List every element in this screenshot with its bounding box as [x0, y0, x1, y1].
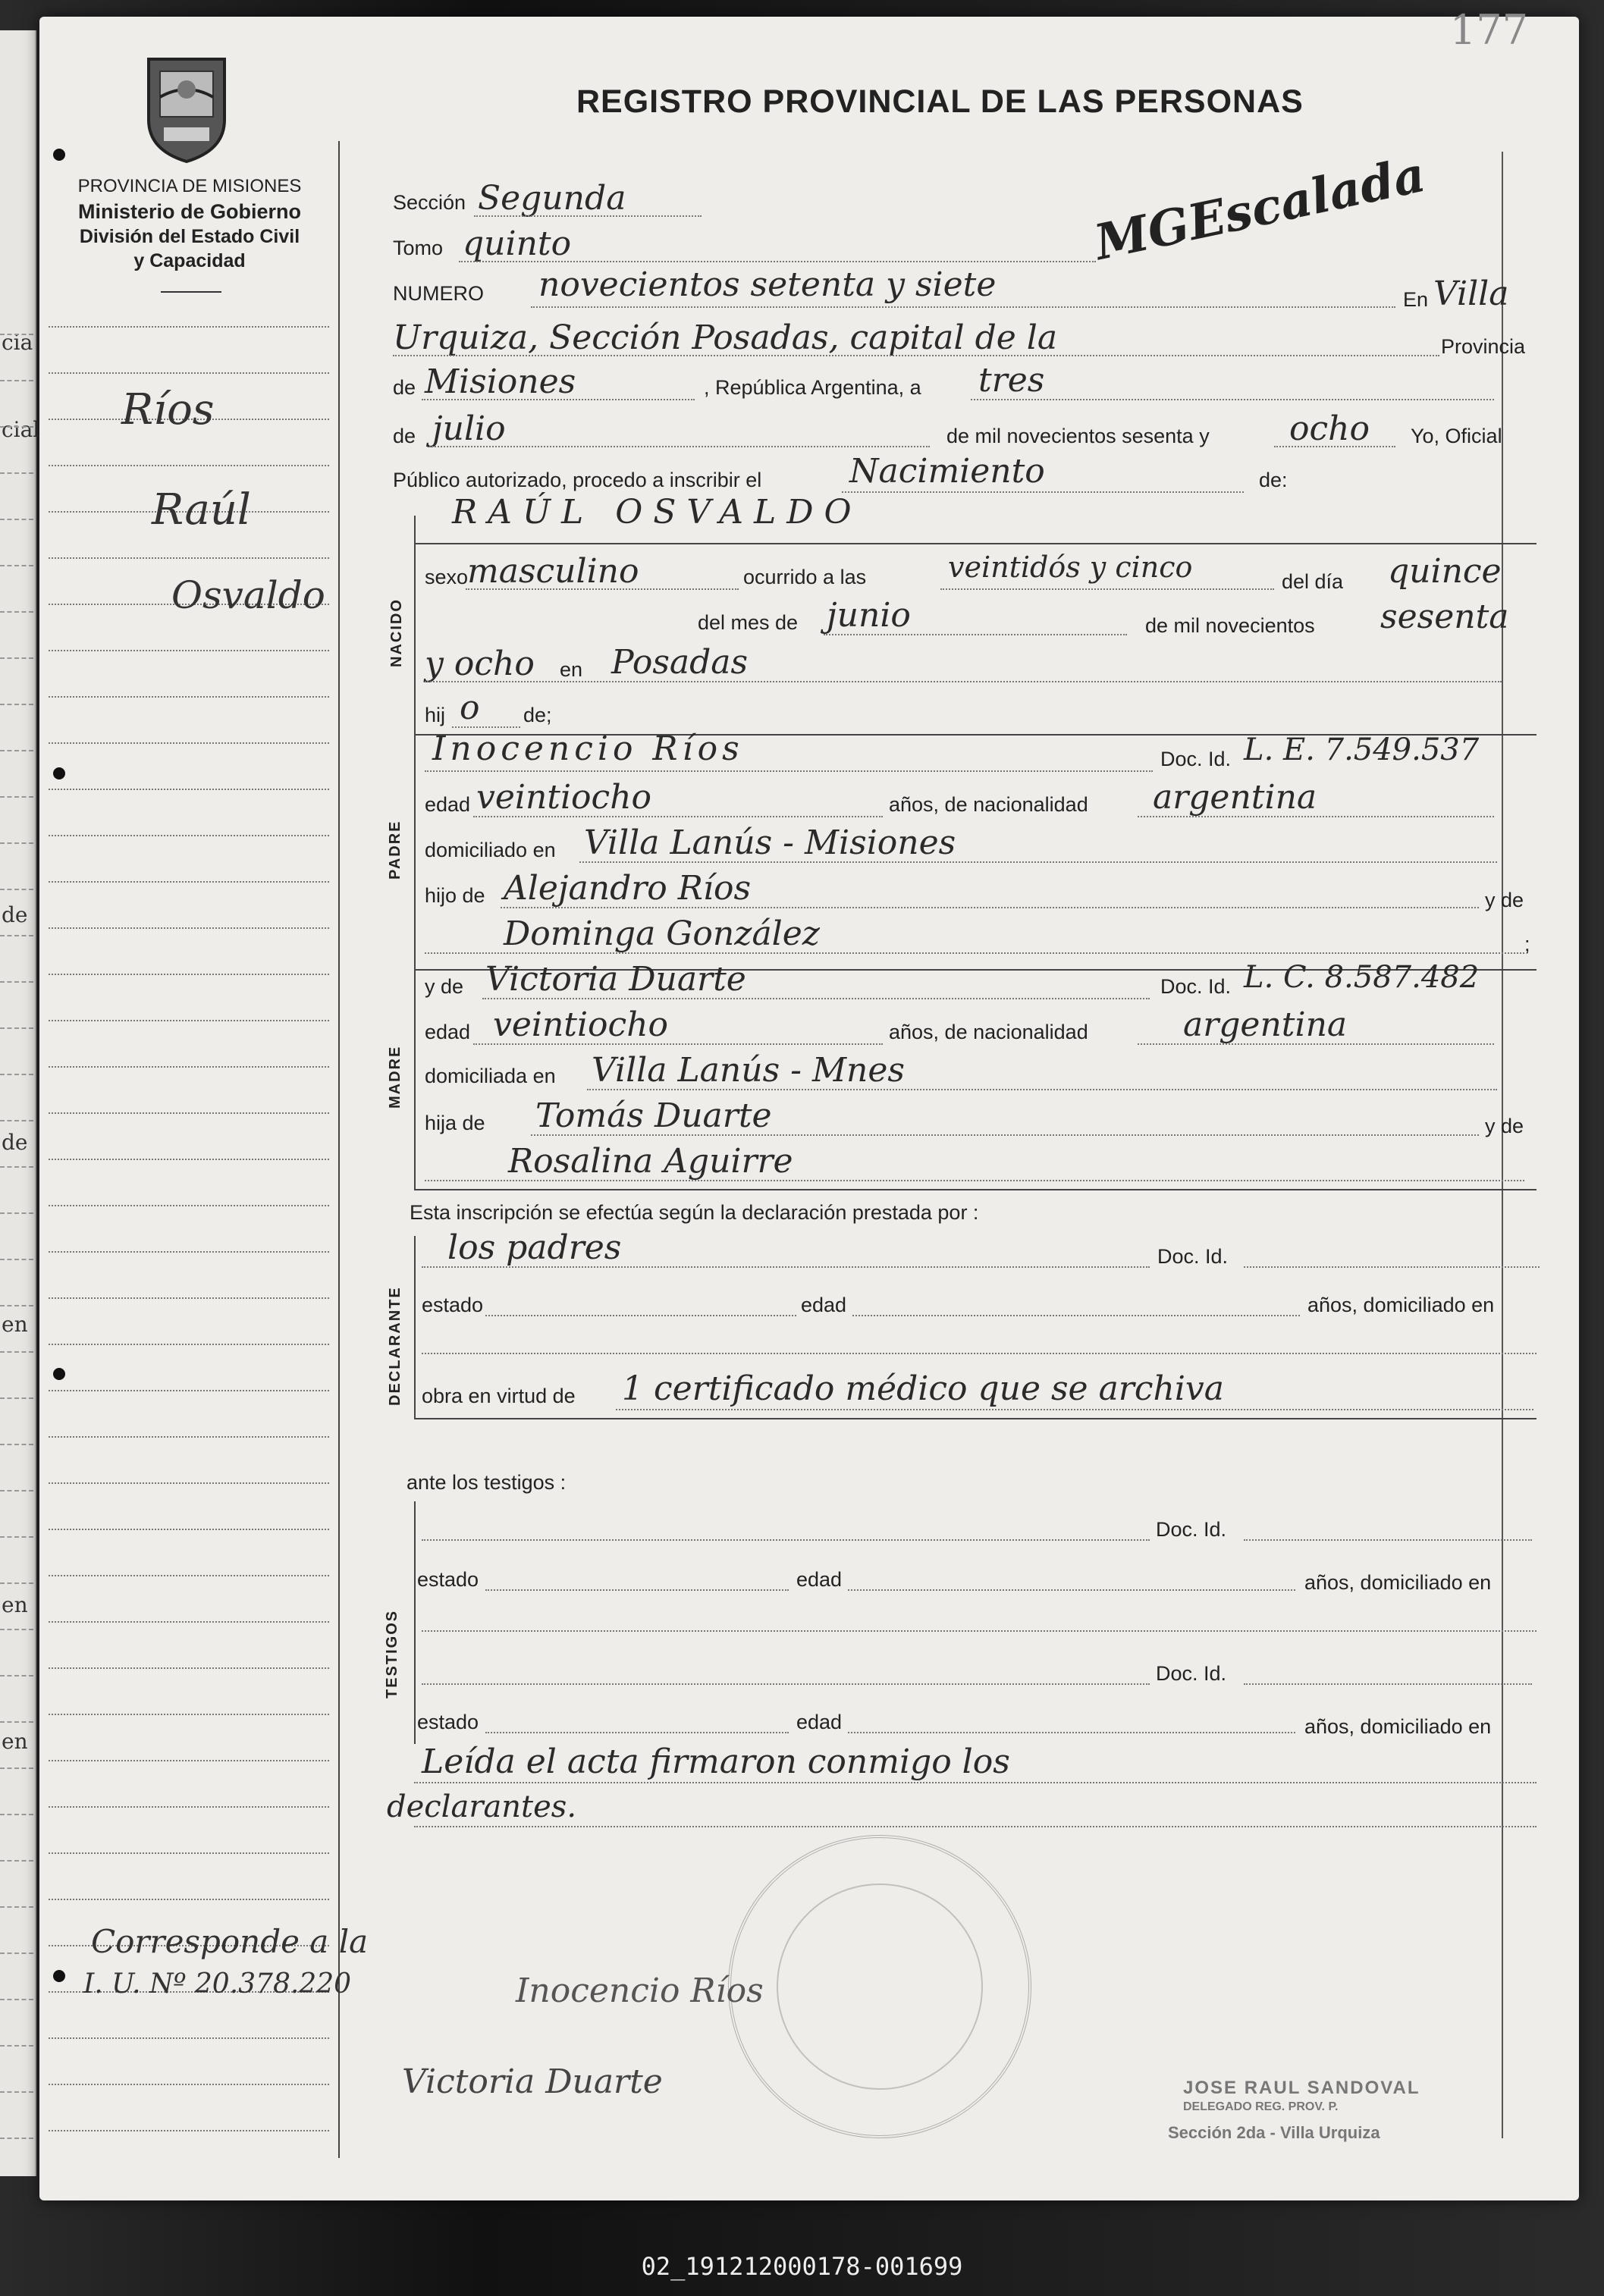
mother-name-line — [482, 998, 1150, 999]
prev-page-fragment: en — [2, 1729, 28, 1754]
folio-number: 177 — [1449, 6, 1528, 54]
margin-rule-line — [49, 2084, 329, 2085]
margin-rule-line — [49, 1575, 329, 1576]
margin-rule-line — [49, 1667, 329, 1669]
declarante-dom-label: años, domiciliado en — [1307, 1294, 1495, 1316]
testigos-intro: ante los testigos : — [406, 1471, 567, 1494]
hora-line — [940, 588, 1274, 590]
tomo-label: Tomo — [393, 237, 444, 259]
margin-rule-line — [49, 2037, 329, 2039]
padre-section-label: PADRE — [387, 820, 403, 880]
logo-line-province: PROVINCIA DE MISIONES — [77, 176, 302, 196]
prev-page-rule — [0, 1582, 33, 1584]
testigo2-doc-label: Doc. Id. — [1156, 1662, 1227, 1685]
prev-page-fragment: de — [2, 1130, 28, 1155]
obra-line — [616, 1409, 1533, 1410]
mother-father-name: Tomás Duarte — [535, 1096, 772, 1135]
mother-edad-line — [473, 1043, 883, 1045]
provincia-label: Provincia — [1441, 335, 1526, 358]
sexo-label: sexo — [425, 566, 469, 588]
prev-page-rule — [0, 1675, 33, 1677]
margin-rule-line — [49, 1159, 329, 1160]
margin-note-line2: I. U. Nº 20.378.220 — [83, 1968, 352, 2000]
anio-nacimiento-value: sesenta — [1380, 598, 1509, 636]
father-hijode-label: hijo de — [425, 884, 485, 907]
tomo-value: quinto — [463, 224, 572, 263]
prev-page-rule — [0, 2138, 33, 2139]
margin-rule-line — [49, 1112, 329, 1114]
mother-father-line — [531, 1134, 1479, 1136]
father-doc-label: Doc. Id. — [1160, 748, 1232, 770]
closing-line2: declarantes. — [387, 1789, 577, 1824]
margin-rule-line — [49, 465, 329, 466]
father-dom-value: Villa Lanús - Misiones — [584, 823, 956, 862]
prev-page-rule — [0, 565, 33, 566]
prev-page-rule — [0, 1027, 33, 1029]
numero-label: NUMERO — [393, 282, 484, 305]
mes-nacimiento-value: junio — [827, 596, 911, 635]
prev-page-rule — [0, 1397, 33, 1399]
margin-rule-line — [49, 650, 329, 651]
logo-line-capacity: y Capacidad — [133, 250, 246, 271]
prev-page-rule — [0, 1629, 33, 1630]
testigo1-estado-line — [485, 1589, 789, 1591]
prev-page-fragment: cial — [2, 417, 40, 442]
prev-page-rule — [0, 1999, 33, 2000]
hijo-value: o — [460, 688, 480, 727]
margin-rule-line — [49, 789, 329, 790]
deldia-label: del día — [1282, 570, 1344, 593]
margin-rule-line — [49, 696, 329, 698]
margin-rule-line — [49, 1020, 329, 1021]
mother-doc-label: Doc. Id. — [1160, 975, 1232, 998]
father-father-line — [501, 907, 1479, 908]
padre-divider — [414, 734, 416, 969]
binding-hole — [53, 1368, 65, 1380]
mother-dom-line — [587, 1089, 1497, 1090]
margin-note-line1: Corresponde a la — [91, 1923, 369, 1960]
provincia-value: Misiones — [425, 362, 576, 401]
margin-rule-line — [49, 881, 329, 883]
father-nac-value: argentina — [1153, 778, 1317, 817]
father-dom-line — [579, 861, 1497, 863]
dia-line — [971, 399, 1494, 400]
mother-yde-label: y de — [1485, 1115, 1524, 1137]
seccion-value: Segunda — [478, 179, 626, 218]
prev-page-rule — [0, 1490, 33, 1491]
ocurrido-label: ocurrido a las — [743, 566, 867, 588]
dia-nacimiento-value: quince — [1388, 552, 1502, 591]
previous-page-edge — [0, 30, 40, 2176]
mes-nacimiento-line — [824, 634, 1127, 635]
provincia-line — [422, 399, 695, 400]
anio-value: ocho — [1289, 409, 1370, 448]
declarante-edad-line — [852, 1315, 1300, 1316]
testigo2-estado-line — [485, 1732, 789, 1733]
prev-page-rule — [0, 796, 33, 798]
father-edad-label: edad — [425, 793, 471, 816]
nacido-section-label: NACIDO — [388, 598, 405, 667]
stamp-office: Sección 2da - Villa Urquiza — [1168, 2123, 1380, 2142]
stamp-officer-title: DELEGADO REG. PROV. P. — [1183, 2100, 1339, 2113]
testigos-divider — [414, 1501, 416, 1744]
hijo-line — [452, 726, 520, 728]
binding-hole — [53, 149, 65, 161]
locality-line — [393, 355, 1439, 356]
testigo1-estado-label: estado — [417, 1568, 479, 1591]
prev-page-rule — [0, 2045, 33, 2047]
mother-nac-line — [1138, 1043, 1494, 1045]
margin-rule-line — [49, 1621, 329, 1623]
margin-rule-line — [49, 742, 329, 744]
declarante-edad-label: edad — [801, 1294, 847, 1316]
mother-dom-value: Villa Lanús - Mnes — [592, 1051, 905, 1090]
declarante-dom-line — [422, 1353, 1537, 1354]
officer-signature: MGEscalada — [1090, 146, 1430, 272]
publico-label: Público autorizado, procedo a inscribir el — [393, 469, 762, 491]
logo-line-division: División del Estado Civil — [79, 226, 300, 247]
seccion-line — [474, 215, 702, 217]
father-dom-label: domiciliado en — [425, 839, 556, 861]
margin-rule-line — [49, 326, 329, 328]
margin-rule-line — [49, 1482, 329, 1484]
prev-page-rule — [0, 704, 33, 705]
declarante-doc-line — [1244, 1266, 1540, 1268]
mother-dom-label: domiciliada en — [425, 1065, 556, 1087]
hijo-label: hij — [425, 704, 446, 726]
prev-page-rule — [0, 1212, 33, 1214]
testigo1-edad-label: edad — [796, 1568, 843, 1591]
declarante-top-rule — [414, 1189, 1537, 1190]
margin-rule-line — [49, 1760, 329, 1761]
margin-first-name: Raúl — [152, 485, 251, 535]
margin-rule-line — [49, 557, 329, 559]
logo-line-ministry: Ministerio de Gobierno — [77, 200, 302, 223]
declarante-name: los padres — [447, 1228, 622, 1267]
lugar-line — [425, 681, 1502, 682]
testigo2-edad-line — [848, 1732, 1295, 1733]
prev-page-rule — [0, 611, 33, 613]
declarante-estado-label: estado — [422, 1294, 484, 1316]
prev-page-rule — [0, 750, 33, 751]
de2-label: de — [393, 425, 416, 447]
mother-edad-value: veintiocho — [493, 1005, 669, 1044]
delmes-label: del mes de — [698, 611, 799, 634]
testigo1-dom-label: años, domiciliado en — [1304, 1571, 1492, 1594]
margin-rule-line — [49, 1436, 329, 1438]
closing-line2-rule — [414, 1826, 1537, 1827]
testigo1-edad-line — [848, 1589, 1295, 1591]
sexo-value: masculino — [467, 552, 639, 591]
testigos-top-rule — [414, 1418, 1537, 1419]
margin-rule-line — [49, 1205, 329, 1206]
lugar-value: Posadas — [611, 643, 749, 682]
margin-rule-line — [49, 1251, 329, 1253]
right-border — [1502, 152, 1503, 2138]
father-semicolon: ; — [1524, 933, 1530, 955]
hijo-de-label: de; — [523, 704, 552, 726]
testigos-section-label: TESTIGOS — [384, 1609, 400, 1698]
mes-value: julio — [432, 409, 506, 448]
prev-page-rule — [0, 935, 33, 936]
sexo-line — [466, 588, 739, 590]
margin-rule-line — [49, 1852, 329, 1854]
mother-mother-line — [425, 1180, 1524, 1181]
testigo1-doc-line — [1244, 1539, 1532, 1541]
margin-surname: Ríos — [121, 385, 215, 434]
en-value: Villa — [1433, 274, 1509, 313]
obra-label: obra en virtud de — [422, 1385, 576, 1407]
father-nac-line — [1138, 816, 1494, 817]
en-label: En — [1403, 288, 1429, 311]
testigo2-dom-label: años, domiciliado en — [1304, 1715, 1492, 1738]
declarante-name-line — [422, 1266, 1150, 1268]
margin-rule-line — [49, 974, 329, 975]
father-edad-line — [473, 816, 883, 817]
madre-section-label: MADRE — [387, 1045, 403, 1109]
father-yde-label: y de — [1485, 889, 1524, 911]
margin-rule-line — [49, 1899, 329, 1900]
prev-page-rule — [0, 1259, 33, 1260]
margin-rule-line — [49, 1297, 329, 1299]
child-name: RAÚL OSVALDO — [452, 493, 862, 532]
madre-yde-label: y de — [425, 975, 464, 998]
yo-oficial-label: Yo, Oficial — [1411, 425, 1502, 447]
margin-rule-line — [49, 1344, 329, 1345]
margin-rule-line — [49, 1806, 329, 1808]
prev-page-rule — [0, 380, 33, 381]
hora-value: veintidós y cinco — [948, 550, 1193, 584]
prev-page-rule — [0, 1721, 33, 1723]
margin-second-name: Osvaldo — [171, 573, 325, 617]
milnov-label: de mil novecientos sesenta y — [946, 425, 1210, 447]
prev-page-rule — [0, 472, 33, 474]
father-doc-value: L. E. 7.549.537 — [1244, 732, 1480, 767]
mes-line — [429, 446, 930, 447]
declarante-doc-label: Doc. Id. — [1157, 1245, 1229, 1268]
prev-page-fragment: de — [2, 902, 28, 927]
binding-hole — [53, 1970, 65, 1982]
de3-label: de: — [1259, 469, 1288, 491]
anio-nacimiento-cont: y ocho — [425, 645, 535, 683]
province-seal-icon — [133, 44, 240, 165]
prev-page-fragment: en — [2, 1312, 28, 1337]
anio-line — [1274, 446, 1395, 447]
testigo2-edad-label: edad — [796, 1711, 843, 1733]
dia-value: tres — [978, 361, 1045, 400]
mother-nac-value: argentina — [1183, 1005, 1348, 1044]
testigo2-estado-label: estado — [417, 1711, 479, 1733]
declarante-divider — [414, 1236, 416, 1418]
prev-page-rule — [0, 1536, 33, 1538]
mother-name: Victoria Duarte — [485, 960, 746, 999]
acto-line — [842, 491, 1244, 493]
margin-rule-line — [49, 372, 329, 374]
tomo-line — [459, 261, 1096, 262]
father-nac-label: años, de nacionalidad — [889, 793, 1088, 816]
margin-rule-line — [49, 1390, 329, 1391]
testigo1-dom-line — [422, 1630, 1537, 1632]
milnov-nac-label: de mil novecientos — [1145, 614, 1315, 637]
prev-page-rule — [0, 1767, 33, 1769]
prev-page-rule — [0, 889, 33, 890]
declarante-section-label: DECLARANTE — [387, 1286, 403, 1406]
logo-divider — [161, 291, 221, 293]
margin-rule-line — [49, 2130, 329, 2131]
mother-signature: Victoria Duarte — [402, 2062, 663, 2101]
republica-label: , República Argentina, a — [704, 376, 921, 399]
prev-page-fragment: en — [2, 1592, 28, 1617]
prev-page-rule — [0, 1351, 33, 1353]
margin-rule-line — [49, 835, 329, 836]
father-name: Inocencio Ríos — [432, 729, 744, 768]
scan-caption: 02_191212000178-001699 — [641, 2252, 963, 2281]
prev-page-rule — [0, 1814, 33, 1815]
prev-page-rule — [0, 2091, 33, 2093]
father-mother-name: Dominga González — [504, 914, 820, 953]
prev-page-rule — [0, 1166, 33, 1168]
declarante-intro: Esta inscripción se efectúa según la declaración prestada por : — [410, 1201, 979, 1224]
margin-column-divider — [338, 141, 340, 2158]
margin-rule-line — [49, 1714, 329, 1715]
prev-page-rule — [0, 1120, 33, 1121]
nacido-top-rule — [414, 543, 1537, 544]
testigo2-doc-line — [1244, 1683, 1532, 1685]
father-name-line — [425, 770, 1153, 772]
prev-page-rule — [0, 1860, 33, 1862]
prev-page-rule — [0, 1953, 33, 1954]
seccion-label: Sección — [393, 191, 466, 214]
official-round-stamp — [728, 1835, 1031, 2138]
madre-divider — [414, 969, 416, 1189]
locality-line-value: Urquiza, Sección Posadas, capital de la — [393, 318, 1058, 357]
father-father-name: Alejandro Ríos — [504, 869, 752, 908]
mother-mother-name: Rosalina Aguirre — [508, 1142, 793, 1181]
closing-line1: Leída el acta firmaron conmigo los — [422, 1742, 1010, 1781]
closing-line1-rule — [414, 1782, 1537, 1783]
prev-page-fragment: cia — [2, 330, 33, 355]
father-mother-line — [425, 952, 1524, 954]
margin-rule-line — [49, 1529, 329, 1530]
prev-page-rule — [0, 657, 33, 659]
margin-rule-line — [49, 1066, 329, 1068]
mother-hijade-label: hija de — [425, 1112, 485, 1134]
mother-doc-value: L. C. 8.587.482 — [1244, 960, 1480, 995]
prev-page-rule — [0, 1074, 33, 1075]
prev-page-rule — [0, 1444, 33, 1445]
prev-page-rule — [0, 842, 33, 844]
nacido-divider — [414, 516, 416, 734]
testigo1-name-line — [422, 1539, 1150, 1541]
margin-rule-line — [49, 927, 329, 929]
prev-page-rule — [0, 1305, 33, 1306]
stamp-officer-name: JOSE RAUL SANDOVAL — [1183, 2078, 1420, 2098]
testigo2-name-line — [422, 1683, 1150, 1685]
acto-value: Nacimiento — [849, 452, 1045, 491]
obra-value: 1 certificado médico que se archiva — [622, 1369, 1224, 1408]
father-signature: Inocencio Ríos — [516, 1971, 764, 2010]
numero-line — [531, 306, 1395, 308]
en-lugar-label: en — [560, 658, 583, 681]
father-edad-value: veintiocho — [476, 778, 652, 817]
declarante-estado-line — [485, 1315, 796, 1316]
binding-hole — [53, 767, 65, 779]
mother-edad-label: edad — [425, 1021, 471, 1043]
prev-page-rule — [0, 981, 33, 983]
prev-page-rule — [0, 1906, 33, 1908]
page-title: REGISTRO PROVINCIAL DE LAS PERSONAS — [576, 83, 1304, 120]
de-label: de — [393, 376, 416, 399]
prev-page-rule — [0, 334, 33, 335]
testigo1-doc-label: Doc. Id. — [1156, 1518, 1227, 1541]
prev-page-rule — [0, 519, 33, 520]
numero-value: novecientos setenta y siete — [538, 265, 997, 304]
mother-nac-label: años, de nacionalidad — [889, 1021, 1088, 1043]
prev-page-rule — [0, 426, 33, 428]
